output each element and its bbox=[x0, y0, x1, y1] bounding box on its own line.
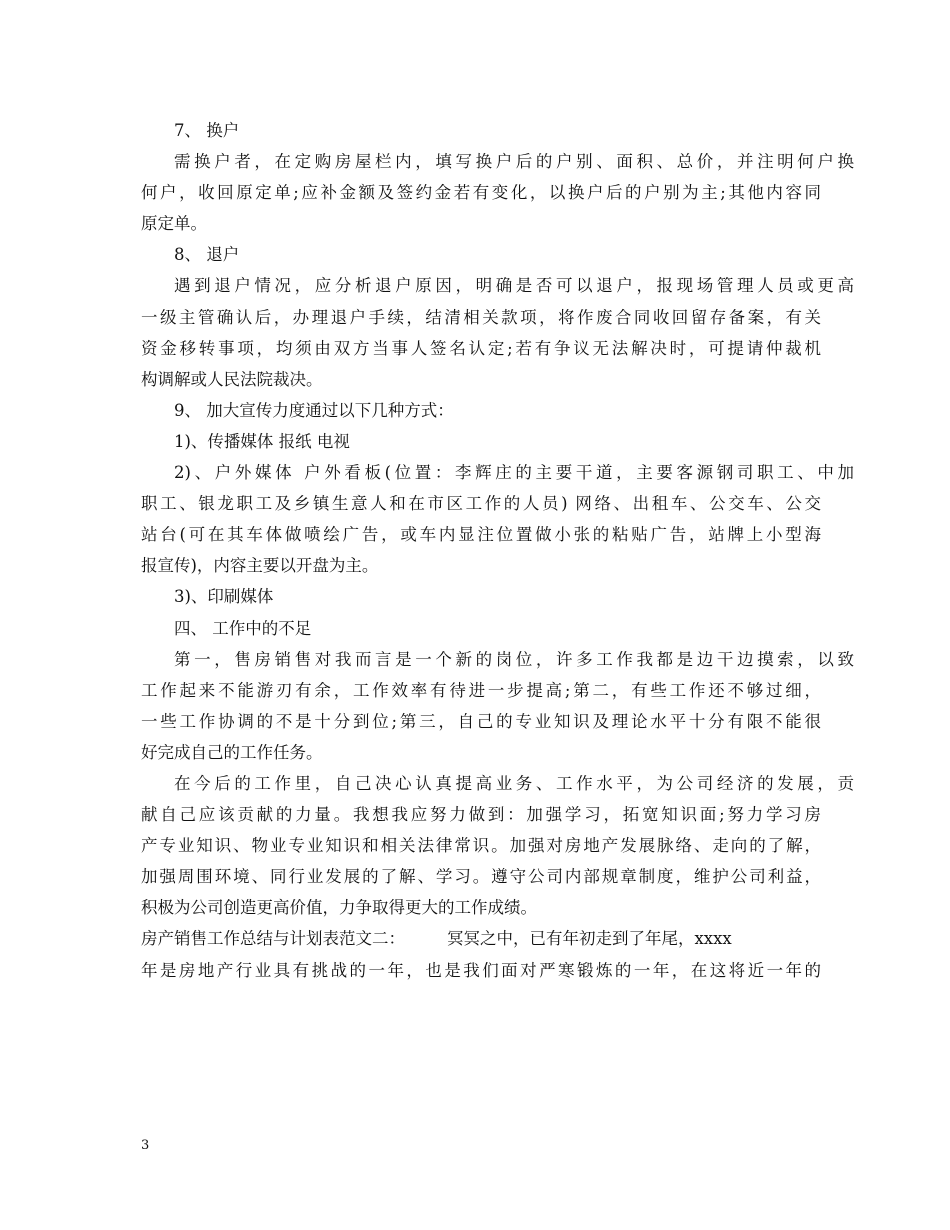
paragraph-line: 积极为公司创造更高价值，力争取得更大的工作成绩。 bbox=[141, 898, 537, 918]
section-heading-line bbox=[141, 923, 821, 954]
list-item: 3)、印刷媒体 bbox=[174, 587, 274, 607]
section-heading-shortcomings: 四、 工作中的不足 bbox=[174, 618, 312, 638]
paragraph-line: 好完成自己的工作任务。 bbox=[141, 742, 323, 762]
paragraph-line: 原定单。 bbox=[141, 214, 207, 234]
paragraph-line: 站台(可在其车体做喷绘广告，或车内显注位置做小张的粘贴广告，站牌上小型海 bbox=[141, 525, 821, 545]
paragraph-line: 献自己应该贡献的力量。我想我应努力做到：加强学习，拓宽知识面;努力学习房 bbox=[141, 805, 821, 825]
list-heading-9: 9、 加大宣传力度通过以下几种方式： bbox=[174, 400, 454, 420]
paragraph-line: 职工、银龙职工及乡镇生意人和在市区工作的人员) 网络、出租车、公交车、公交 bbox=[141, 494, 821, 514]
paragraph-line: 何户，收回原定单;应补金额及签约金若有变化，以换户后的户别为主;其他内容同 bbox=[141, 183, 821, 203]
paragraph-line: 构调解或人民法院裁决。 bbox=[141, 369, 323, 389]
paragraph-line: 第一，售房销售对我而言是一个新的岗位，许多工作我都是边干边摸索，以致 bbox=[174, 649, 854, 669]
list-heading-7: 7、 换户 bbox=[174, 121, 240, 140]
list-item: 1)、传播媒体 报纸 电视 bbox=[174, 431, 350, 451]
page-number: 3 bbox=[141, 1138, 150, 1153]
paragraph-line: 一些工作协调的不是十分到位;第三，自己的专业知识及理论水平十分有限不能很 bbox=[141, 711, 821, 731]
list-heading-8: 8、 退户 bbox=[174, 245, 240, 265]
paragraph-line: 产专业知识、物业专业知识和相关法律常识。加强对房地产发展脉络、走向的了解， bbox=[141, 836, 821, 856]
paragraph-line: 一级主管确认后，办理退户手续，结清相关款项，将作废合同收回留存备案，有关 bbox=[141, 307, 821, 327]
list-item: 2)、户外媒体 户外看板(位置：李辉庄的主要干道，主要客源钢司职工、中加 bbox=[174, 463, 854, 483]
paragraph-line: 需换户者，在定购房屋栏内，填写换户后的户别、面积、总价，并注明何户换 bbox=[174, 152, 854, 172]
paragraph-line: 工作起来不能游刃有余，工作效率有待进一步提高;第二，有些工作还不够过细， bbox=[141, 680, 821, 700]
section-heading: 房产销售工作总结与计划表范文二： bbox=[141, 929, 405, 949]
paragraph-line: 遇到退户情况，应分析退户原因，明确是否可以退户，报现场管理人员或更高 bbox=[174, 276, 854, 296]
paragraph-line: 报宣传)，内容主要以开盘为主。 bbox=[141, 556, 379, 576]
paragraph-line: 在今后的工作里，自己决心认真提高业务、工作水平，为公司经济的发展，贡 bbox=[174, 773, 854, 793]
paragraph-line: 年是房地产行业具有挑战的一年，也是我们面对严寒锻炼的一年，在这将近一年的 bbox=[141, 960, 821, 980]
paragraph-line: 加强周围环境、同行业发展的了解、学习。遵守公司内部规章制度，维护公司利益， bbox=[141, 867, 821, 887]
document-body bbox=[141, 115, 854, 986]
section-lead: 冥冥之中，已有年初走到了年尾，xxxx bbox=[447, 929, 732, 949]
paragraph-line: 资金移转事项，均须由双方当事人签名认定;若有争议无法解决时，可提请仲裁机 bbox=[141, 338, 821, 358]
